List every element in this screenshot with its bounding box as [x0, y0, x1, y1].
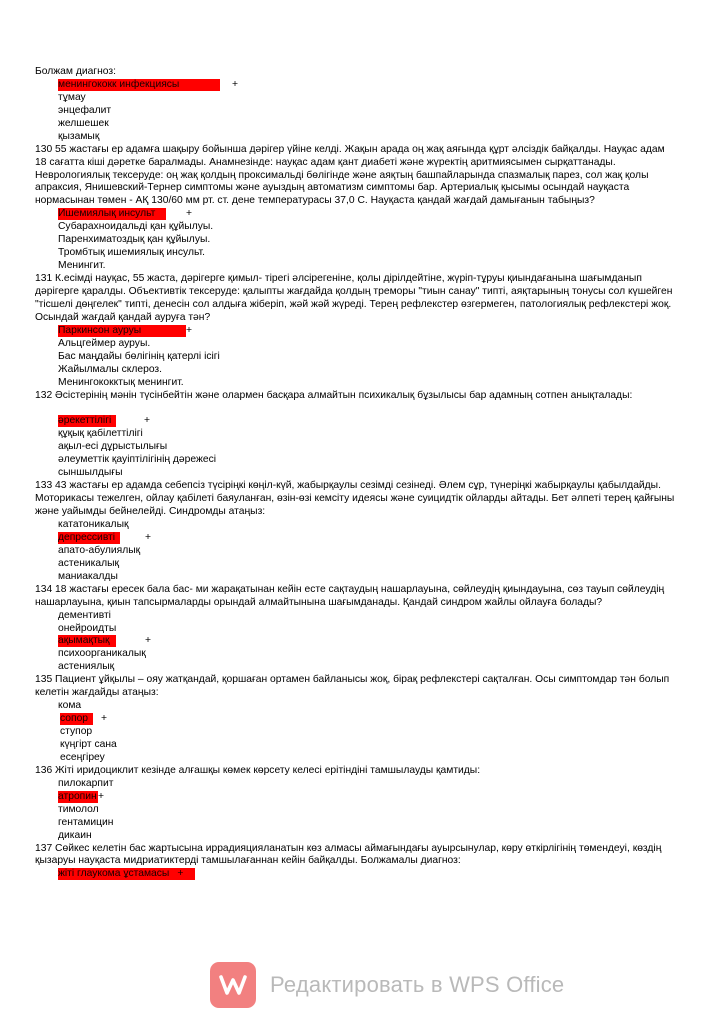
answer-option: Жайылмалы склероз. [58, 363, 163, 375]
correct-answer-line [35, 532, 675, 545]
correct-mark: + [145, 635, 152, 647]
document-page [35, 66, 675, 881]
answer-option: тимолол [58, 803, 99, 815]
question-text: 136 Жіті иридоциклит кезінде алғашқы көмек көрсету келесі ерітіндіні тамшылауды қамтиды: [35, 764, 481, 776]
answer-option: тұмау [58, 91, 86, 103]
answer-option: пилокарпит [58, 777, 114, 789]
answer-option: Альцгеймер ауруы. [58, 337, 151, 349]
correct-mark: + [98, 790, 105, 802]
correct-mark: + [177, 868, 184, 880]
question-text: 131 К.есімді науқас, 55 жаста, дәрігерге қимыл- тірегі әлсірегеніне, қолы дірілдейтіне, жүріп-тұруы қиындағанына шағымданып дәрігерге қаралды. Объективтік тексеруде: қалыпты жағдайда қолдың треморы "тиын санау" типті, аяқтарының тонусы сол күшейген "тісшелі дөңгелек" типті, денесін сол алдыға жіберіп, жәй жәй жүреді. Терең рефлекстер өзгермеген, патологиялық рефлекстері жоқ. Осындай жағдай қандай ауруға тән? [35, 273, 673, 323]
correct-mark: + [232, 78, 239, 90]
answer-option: астениялық [58, 661, 115, 673]
answer-option: дикаин [58, 829, 92, 841]
answer-option: әлеуметтік қауіптілігінің дәрежесі [58, 454, 217, 466]
answer-option: кома [58, 700, 82, 712]
correct-answer-line [35, 79, 675, 92]
answer-option: апато-абулиялық [58, 544, 141, 556]
highlighted-answer: жіті глаукома ұстамасы + [58, 868, 195, 880]
answer-option: гентамицин [58, 816, 114, 828]
correct-mark: + [186, 208, 193, 220]
highlighted-answer: атропин [58, 790, 97, 802]
answer-option: Паренхиматоздық қан құйылуы. [58, 234, 211, 246]
answer-option: Менингококктық менингит. [58, 376, 184, 388]
answer-option: Менингит. [58, 260, 106, 272]
highlighted-answer: әрекеттілігі [58, 415, 116, 427]
answer-option: қызамық [58, 130, 100, 142]
answer-option: ақыл-есі дұрыстылығы [58, 441, 168, 453]
answer-option: күңгірт сана [60, 739, 117, 751]
correct-answer-line [35, 415, 675, 428]
answer-option: сыншылдығы [58, 467, 123, 479]
wps-edit-watermark[interactable] [210, 962, 564, 1008]
answer-option: маниакалды [58, 570, 118, 582]
question-text: 130 55 жастағы ер адамға шақыру бойынша дәрігер үйіне келді. Жақын арада оң жақ аяғында құрт әлсіздік байқалды. Науқас адам 18 сағатта кіші дәретке баралмады. Анамнезінде: науқас адам қант диабеті және жүректің аритмиясымен сырқаттанады. Неврологиялық тексеруде: оң жақ қолдың проксимальді бөлігінде және аяқтың башпайларында спазмалық парез, сол жақ қолы апраксия, Янишевский-Тернер симптомы және ауыздың автоматизм симптомы бар. Артериалық қысымы осындай науқаста нормасынан төмен - АҚ 130/60 мм рт. ст. дене температурасы 37,0 С. Науқаста қандай жағдай дамығанын табыңыз? [35, 143, 665, 207]
correct-answer-line [35, 635, 675, 648]
answer-option: құқық қабілеттілігі [58, 428, 143, 440]
correct-answer-line [35, 713, 675, 726]
question-text: 137 Сөйкес келетін бас жартысына иррадияцияланатын көз алмасы аймағындағы ауырсынулар, көру өткірлігінің төмендеуі, көздің қызаруы науқаста мидриатиктерді тамшылағаннан кейін байқалды. Болжамалы диагноз: [35, 842, 662, 867]
answer-option: онейроидты [58, 622, 117, 634]
answer-option: дементивті [58, 609, 111, 621]
question-text: 134 18 жастағы ересек бала бас- ми жарақатынан кейін есте сақтаудың нашарлауына, сөйлеудің қиындауына, сөз тауып сөйлеудің нашарлауына, қиын тапсырмаларды орындай алмайтынына шағымданады. Қандай синдром жайлы ойлауға болады? [35, 583, 665, 608]
answer-option: ступор [60, 726, 93, 738]
highlighted-answer: менингококк инфекциясы [58, 79, 220, 91]
question-text: 133 43 жастағы ер адамда себепсіз түсіріңкі көңіл-күй, жабырқаулы сезімді сезінеді. Әлем сұр, түнеріңкі жабырқаулы қабылдайды. Моторикасы тежелген, ойлау қабілеті баяуланған, өзін-өзі кемсіту идеясы және суицидтік ойларды айтады. Бет әлпеті терең қайғыны және уайымды бейнелейді. Синдромды атаңыз: [35, 480, 675, 518]
highlighted-answer: депрессивті [58, 532, 120, 544]
answer-option: астеникалық [58, 557, 120, 569]
answer-option: Тромбтық ишемиялық инсульт. [58, 247, 205, 259]
correct-answer-line [35, 325, 675, 338]
question-text: 132 Әсістерінің мәнін түсінбейтін және олармен басқара алмайтын психикалық бұзылысы бар адамның сотпен анықталады: [35, 389, 633, 401]
wps-logo-icon [210, 962, 256, 1008]
section-heading: Болжам диагноз: [35, 66, 116, 77]
question-text: 135 Пациент ұйқылы – ояу жатқандай, қоршаған ортамен байланысы жоқ, бірақ рефлекстері сақталған. Осы симптомдар тән болып келетін жағдайды атаңыз: [35, 674, 670, 699]
correct-mark: + [186, 324, 193, 336]
wps-edit-label: Редактировать в WPS Office [270, 972, 565, 997]
answer-option: психоорганикалық [58, 648, 146, 660]
correct-mark: + [144, 415, 151, 427]
answer-option: желшешек [58, 117, 109, 129]
correct-answer-line [35, 791, 675, 804]
answer-option: Бас маңдайы бөлігінің қатерлі ісігі [58, 350, 220, 362]
highlighted-answer: сопор [60, 713, 93, 725]
correct-mark: + [145, 531, 152, 543]
correct-mark: + [101, 713, 108, 725]
answer-option: кататоникалық [58, 519, 129, 531]
correct-answer-line [35, 868, 675, 881]
answer-option: энцефалит [58, 104, 112, 116]
answer-option: есеңгіреу [60, 751, 105, 763]
correct-answer-line [35, 208, 675, 221]
highlighted-answer: Паркинсон ауруы [58, 325, 186, 337]
blank-line [35, 403, 675, 416]
highlighted-answer: Ишемиялық инсульт [58, 208, 166, 220]
highlighted-answer: ақымақтық [58, 635, 116, 647]
answer-option: Субарахноидальді қан құйылуы. [58, 221, 214, 233]
